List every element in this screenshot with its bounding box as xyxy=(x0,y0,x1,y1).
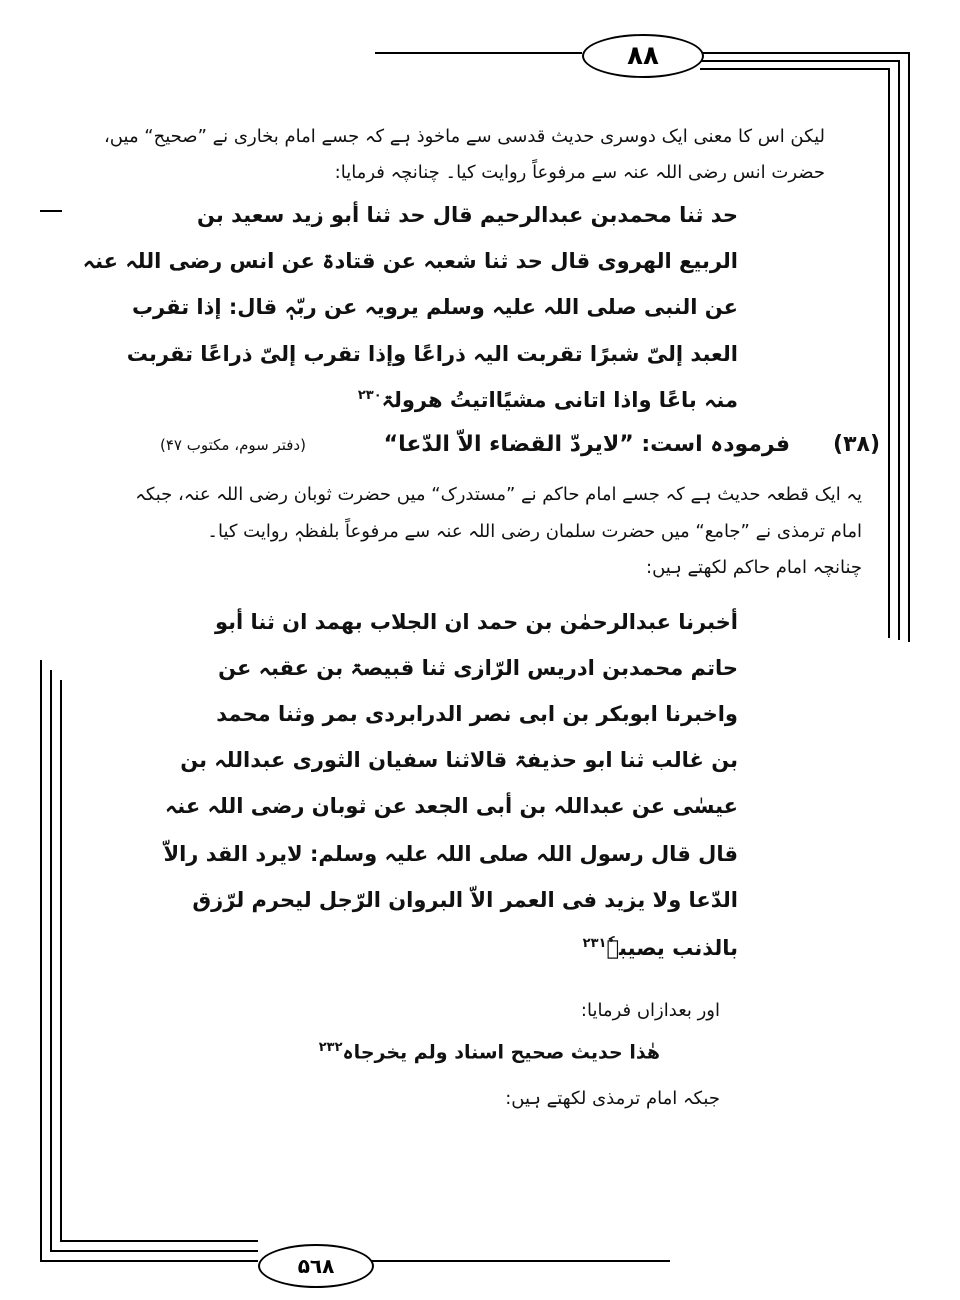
border-line xyxy=(700,52,910,54)
border-line xyxy=(908,52,910,642)
border-line xyxy=(50,1250,258,1252)
hadith-line: بن غالب ثنا ابو حذیفۃ قالاثنا سفیان الثوری عبداللہ بن xyxy=(180,748,738,772)
hadith-line: عیسٰی عن عبداللہ بن أبی الجعد عن ثوبان رضی اللہ عنہ xyxy=(164,794,738,818)
page-number-top: ۸۸ xyxy=(582,34,704,78)
hadith-text: بالذنب یصیبہٗ xyxy=(606,936,738,960)
border-line xyxy=(898,60,900,640)
hadith-line: حاتم محمدبن ادریس الرّازی ثنا قبیصۃ بن عقبہ عن xyxy=(218,656,738,680)
border-line xyxy=(50,670,52,1250)
border-line xyxy=(40,210,62,212)
page-number-bottom: ۵٦۸ xyxy=(258,1244,374,1288)
paragraph-line: چنانچہ امام حاکم لکھتے ہیں: xyxy=(646,557,862,578)
intro-line: حضرت انس رضی اللہ عنہ سے مرفوعاً روایت کیا۔ چنانچہ فرمایا: xyxy=(334,162,825,183)
hadith-line: واخبرنا ابوبکر بن ابی نصر الدرابردی بمر وثنا محمد xyxy=(216,702,738,726)
hadith-line: حد ثنا محمدبن عبدالرحیم قال حد ثنا أبو زید سعید بن xyxy=(196,203,738,227)
hadith-line: الربیع الھروی قال حد ثنا شعبہ عن قتادۃ عن انس رضی اللہ عنہ xyxy=(82,249,738,273)
hadith-line xyxy=(358,388,738,412)
paragraph-line: امام ترمذی نے ”جامع“ میں حضرت سلمان رضی اللہ عنہ سے مرفوعاً بلفظہٖ روایت کیا۔ xyxy=(207,521,862,542)
border-line xyxy=(375,52,582,54)
border-line xyxy=(700,60,900,62)
footnote-marker: ۲۳۰ xyxy=(357,388,382,403)
paragraph-line: اور بعدازاں فرمایا: xyxy=(580,1000,720,1021)
intro-line: لیکن اس کا معنی ایک دوسری حدیث قدسی سے ماخوذ ہے کہ جسے امام بخاری نے ”صحیح“ میں، xyxy=(104,126,825,147)
hadith-line: أخبرنا عبدالرحمٰن بن حمد ان الجلاب بھمد ان ثنا أبو xyxy=(214,610,738,634)
border-line xyxy=(370,1260,670,1262)
hadith-text: منہ باعًا واذا اتانی مشیًااتیتُ ھرولۃ xyxy=(381,388,738,412)
heading-reference: (دفتر سوم، مکتوب ۴۷) xyxy=(160,436,306,454)
section-heading xyxy=(160,432,880,468)
hadith-line: عن النبی صلی اللہ علیہ وسلم یرویہ عن ربّہٖ قال: إذا تقرب xyxy=(131,295,738,319)
border-line xyxy=(60,680,62,1240)
footnote-marker: ۲۳۲ xyxy=(318,1040,343,1055)
heading-title: فرمودہ است: ”لایردّ القضاء الاّ الدّعا“ xyxy=(383,432,790,457)
border-line xyxy=(60,1240,258,1242)
heading-number: (۳۸) xyxy=(833,432,880,457)
paragraph-line: جبکہ امام ترمذی لکھتے ہیں: xyxy=(505,1088,720,1109)
border-line xyxy=(700,68,890,70)
border-line xyxy=(888,68,890,638)
hadith-line: العبد إلیّ شبرًا تقربت الیہ ذراعًا وإذا تقرب إلیّ ذراعًا تقربت xyxy=(126,342,738,366)
hadith-line xyxy=(583,936,738,960)
footnote-marker: ۲۳۱ xyxy=(582,936,607,951)
border-line xyxy=(40,660,42,1260)
hadith-text: ھٰذا حدیث صحیح اسناد ولم یخرجاہ xyxy=(342,1041,660,1064)
hadith-line xyxy=(319,1040,660,1063)
paragraph-line: یہ ایک قطعہ حدیث ہے کہ جسے امام حاکم نے ”مستدرک“ میں حضرت ثوبان رضی اللہ عنہ، جبکہ xyxy=(135,484,862,505)
hadith-line: قال قال رسول اللہ صلی اللہ علیہ وسلم: لایرد القد رالاّ xyxy=(163,842,738,866)
hadith-line: الدّعا ولا یزید فی العمر الاّ البروان الرّجل لیحرم لرّزق xyxy=(192,888,738,912)
border-line xyxy=(40,1260,258,1262)
